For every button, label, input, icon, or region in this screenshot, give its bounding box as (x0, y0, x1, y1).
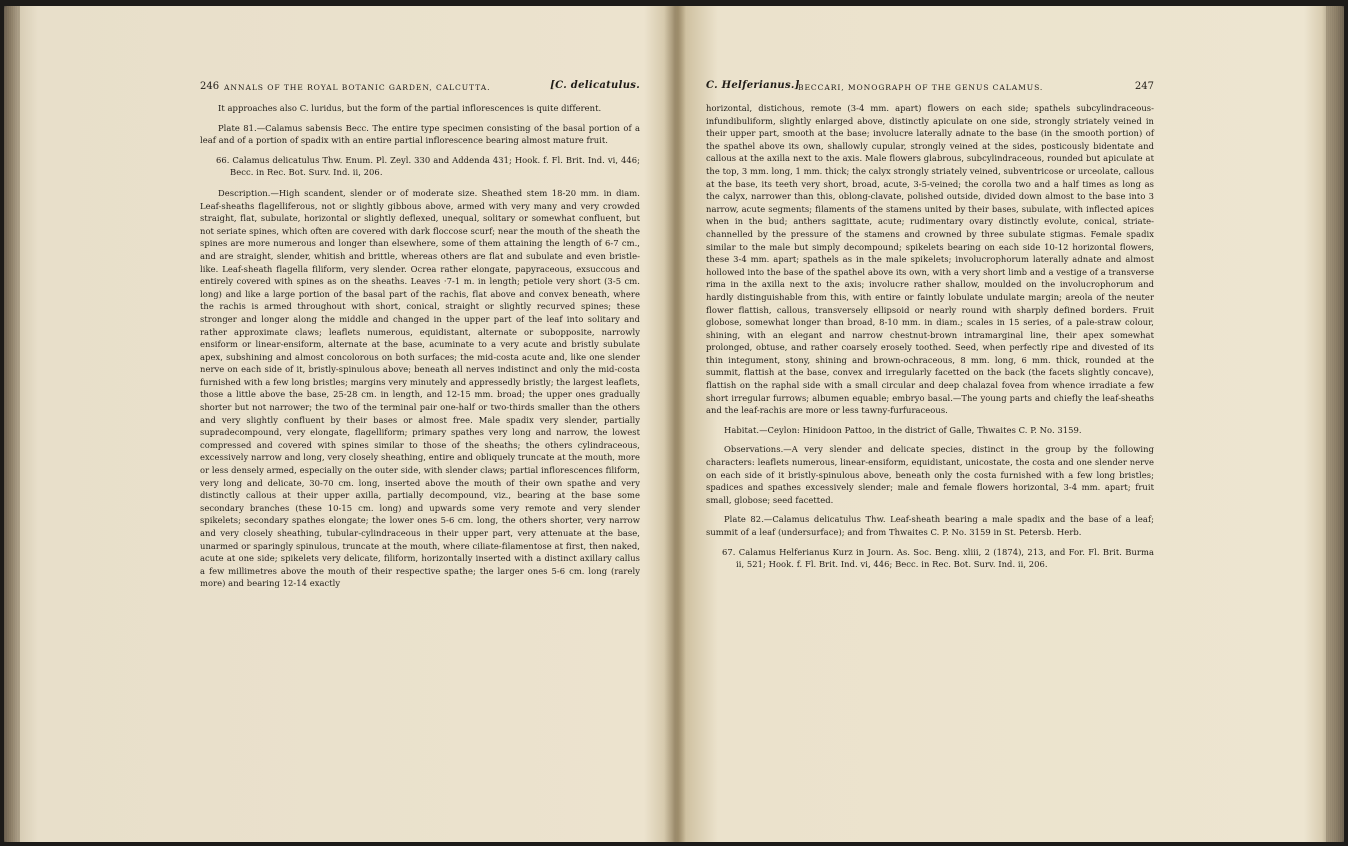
book-gutter (664, 6, 686, 842)
left-running-head (200, 82, 640, 96)
right-running-head (706, 82, 1154, 96)
right-description-continued: horizontal, distichous, remote (3-4 mm. apart) flowers on each side; spathels subcylindraceous-infundibuliform, slightly enlarged above, distinctly apiculate on one side, strongly striately veined in their upper part, smooth at the base; involucre laterally adnate to the base (in the smooth portion) of the spathel above its own, shallowly cupular, strongly veined at the sides, posticously bidentate and callous at the axilla next to the axis. Male flowers glabrous, subcylindraceous, rounded but apiculate at the top, 3 mm. long, 1 mm. thick; the calyx strongly striately veined, subventricose or urceolate, callous at the base, its teeth very short, broad, acute, 3-5-veined; the corolla two and a half times as long as the calyx, narrower than this, oblong-clavate, polished outside, divided down almost to the base into 3 narrow, acute segments; filaments of the stamens united by their bases, subulate, with inflected apices when in the bud; anthers sagittate, acute; rudimentary ovary distinctly evolute, conical, striate-channelled by the pressure of the stamens and crowned by three subulate stigmas. Female spadix similar to the male but simply decompound; spikelets bearing on each side 10-12 horizontal flowers, these 3-4 mm. apart; spathels as in the male spikelets; involucrophorum laterally adnate and almost hollowed into the base of the spathel above its own, with a very short limb and a vestige of a transverse rima in the axilla next to the axis; involucre rather shallow, moulded on the involucrophorum and hardly distinguishable from this, with entire or faintly lobulate undulate margin; areola of the neuter flower flattish, callous, transversely ellipsoid or nearly round with sharply defined borders. Fruit globose, somewhat longer than broad, 8-10 mm. in diam.; scales in 15 series, of a pale-straw colour, shining, with an elegant and narrow chestnut-brown intramarginal line, their apex somewhat prolonged, obtuse, and rather coarsely erosely toothed. Seed, when perfectly ripe and divested of its thin integument, stony, shining and brown-ochraceous, 8 mm. long, 6 mm. thick, rounded at the summit, flattish at the base, convex and irregularly facetted on the back (the facets slightly concave), flattish on the raphal side with a small circular and deep chalazal fovea from whence irradiate a few short irregular furrows; albumen equable; embryo basal.—The young parts and chiefly the leaf-sheaths and the leaf-rachis are more or less tawny-furfuraceous. (706, 103, 1154, 416)
right-page-edges (1326, 6, 1344, 842)
right-page-number: 247 (1134, 81, 1154, 92)
left-running-species: [C. delicatulus. (550, 80, 640, 91)
left-description: Description.—High scandent, slender or of moderate size. Sheathed stem 18-20 mm. in diam. Leaf-sheaths flagelliferous, not or slightly gibbous above, armed with very many and very crowded straight, flat, subulate, horizontal or slightly deflexed, unequal, solitary or somewhat confluent, but not seriate spines, which often are covered with dark floccose scurf; near the mouth of the sheath the spines are more numerous and longer than elsewhere, some of them attaining the length of 6-7 cm., and are straight, slender, whitish and brittle, whereas others are flat and subulate and even bristle-like. Leaf-sheath flagella filiform, very slender. Ocrea rather elongate, papyraceous, exsuccous and entirely covered with spines as on the sheaths. Leaves ·7-1 m. in length; petiole very short (3-5 cm. long) and like a large portion of the basal part of the rachis, flat above and convex beneath, where the rachis is armed throughout with short, conical, straight or slightly recurved spines; these stronger and longer along the middle and changed in the upper part of the leaf into solitary and rather approximate claws; leaflets numerous, equidistant, alternate or subopposite, narrowly ensiform or linear-ensiform, alternate at the base, acuminate to a very acute and bristly subulate apex, subshining and almost concolorous on both surfaces; the mid-costa acute and, like one slender nerve on each side of it, bristly-spinulous above; beneath all nerves indistinct and only the mid-costa furnished with a few long bristles; margins very minutely and appressedly bristly; the largest leaflets, those a little above the base, 25-28 cm. in length, and 12-15 mm. broad; the upper ones gradually shorter but not narrower; the two of the terminal pair one-half or two-thirds smaller than the others and very slightly confluent by their bases or almost free. Male spadix very slender, partially supradecompound, very elongate, flagelliform; primary spathes very long and narrow, the lowest compressed and covered with spines similar to those of the sheaths; the others cylindraceous, excessively narrow and long, very closely sheathing, entire and obliquely truncate at the mouth, more or less densely armed, especially on the outer side, with slender claws; partial inflorescences filiform, very long and delicate, 30-70 cm. long, inserted above the mouth of their own spathe and very distinctly callous at their upper axilla, partially decompound, viz., bearing at the base some secondary branches (these 10-15 cm. long) and upwards some very remote and very slender spikelets; secondary spathes elongate; the lower ones 5-6 cm. long, the others shorter, very narrow and very closely sheathing, tubular-cylindraceous in their upper part, very attenuate at the base, unarmed or sparingly spinulous, truncate at the mouth, where ciliate-filamentose at first, then naked, acute at one side; spikelets very delicate, filiform, horizontally inserted with a distinct axillary callus a few millimetres above the mouth of their respective spathe; the larger ones 5-6 cm. long (rarely more) and bearing 12-14 exactly (200, 187, 640, 589)
right-habitat: Habitat.—Ceylon: Hinidoon Pattoo, in the district of Galle, Thwaites C. P. No. 3159. (724, 424, 1082, 435)
left-species-66-entry: 66. Calamus delicatulus Thw. Enum. Pl. Zeyl. 330 and Addenda 431; Hook. f. Fl. Brit. Ind. vi, 446; Becc. in Rec. Bot. Surv. Ind. ii, 206. (216, 154, 640, 178)
left-page (200, 80, 640, 597)
right-plate-82-caption: Plate 82.—Calamus delicatulus Thw. Leaf-sheath bearing a male spadix and the base of a leaf; summit of a leaf (undersurface); and from Thwaites C. P. No. 3159 in St. Petersb. Herb. (706, 514, 1154, 537)
left-paragraph-1: It approaches also C. luridus, but the form of the partial inflorescences is quite different. (218, 103, 602, 113)
left-page-number: 246 (200, 81, 220, 92)
right-running-title: BECCARI, MONOGRAPH OF THE GENUS CALAMUS. (798, 83, 1044, 92)
left-page-edges (4, 6, 20, 842)
left-plate-81-caption: Plate 81.—Calamus sabensis Becc. The entire type specimen consisting of the basal portion of a leaf and of a portion of spadix with an entire partial inflorescence bearing almost mature fruit. (200, 122, 640, 146)
right-observations: Observations.—A very slender and delicate species, distinct in the group by the following characters: leaflets numerous, linear-ensiform, equidistant, unicostate, the costa and one slender nerve on each side of it bristly-spinulous above, beneath only the costa furnished with a few long bristles; spadices and spathes excessively slender; male and female flowers horizontal, 3-4 mm. apart; fruit small, globose; seed facetted. (706, 444, 1154, 505)
right-page (706, 80, 1154, 579)
right-species-67-entry: 67. Calamus Helferianus Kurz in Journ. As. Soc. Beng. xliii, 2 (1874), 213, and For. Fl. Brit. Burma ii, 521; Hook. f. Fl. Brit. Ind. vi, 446; Becc. in Rec. Bot. Surv. Ind. ii, 206. (722, 546, 1154, 570)
left-running-title: ANNALS OF THE ROYAL BOTANIC GARDEN, CALCUTTA. (224, 83, 491, 92)
right-running-species: C. Helferianus.] (706, 80, 800, 91)
